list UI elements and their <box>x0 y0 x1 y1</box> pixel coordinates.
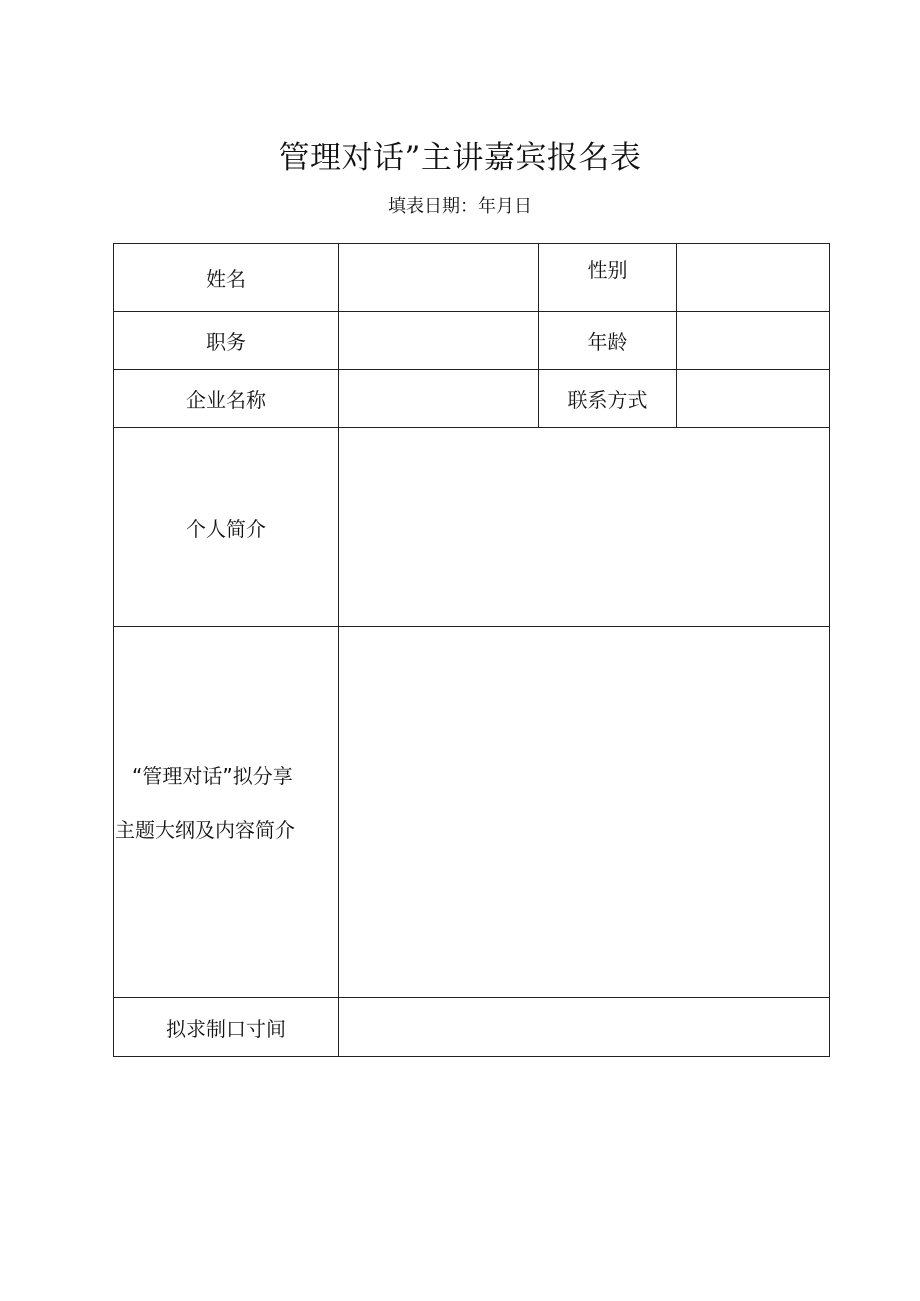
form-row-time <box>114 998 830 1057</box>
gender-label: 性别 <box>539 244 677 312</box>
time-label: 拟求制口寸间 <box>114 998 339 1057</box>
bio-field[interactable] <box>339 428 830 627</box>
form-row-company-contact <box>114 370 830 428</box>
topic-field[interactable] <box>339 627 830 998</box>
form-row-position-age <box>114 312 830 370</box>
gender-field[interactable] <box>677 244 830 312</box>
bio-label: 个人简介 <box>114 428 339 627</box>
registration-form-table <box>113 243 830 1057</box>
contact-field[interactable] <box>677 370 830 428</box>
name-field[interactable] <box>339 244 539 312</box>
topic-label-line-2: 主题大纲及内容简介 <box>115 818 295 842</box>
contact-label: 联系方式 <box>539 370 677 428</box>
fill-date-line: 填表日期：年月日 <box>388 196 532 217</box>
page-title: 管理对话”主讲嘉宾报名表 <box>278 140 642 176</box>
position-field[interactable] <box>339 312 539 370</box>
age-field[interactable] <box>677 312 830 370</box>
company-field[interactable] <box>339 370 539 428</box>
company-label: 企业名称 <box>114 370 339 428</box>
name-label: 姓名 <box>114 244 339 312</box>
age-label: 年龄 <box>539 312 677 370</box>
topic-label-line-1: “管理对话”拟分享 <box>132 764 293 788</box>
form-row-bio <box>114 428 830 627</box>
time-field[interactable] <box>339 998 830 1057</box>
form-row-topic <box>114 627 830 998</box>
position-label: 职务 <box>114 312 339 370</box>
topic-label <box>114 627 339 998</box>
form-row-name-gender <box>114 244 830 312</box>
